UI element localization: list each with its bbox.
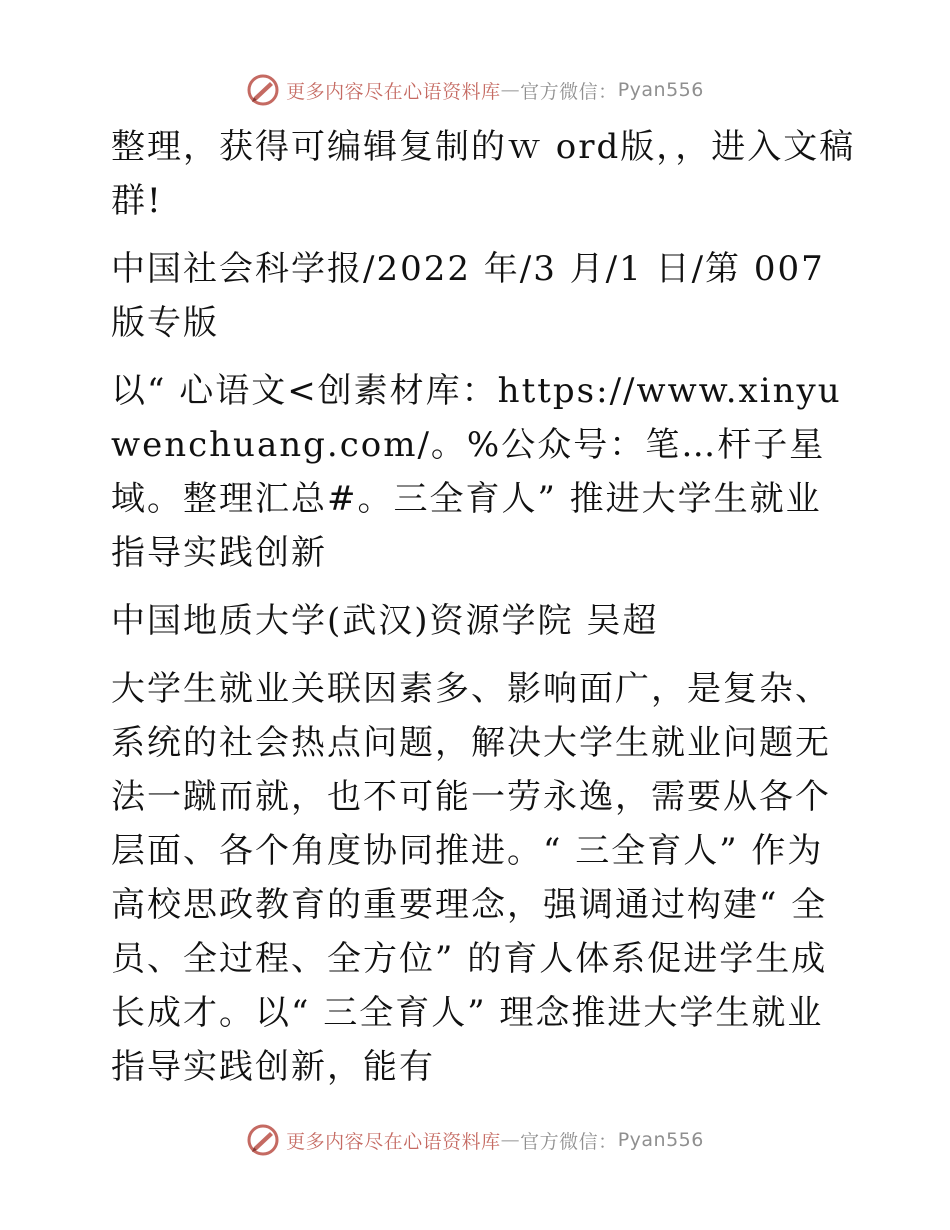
paragraph-title: 以“ 心语文<创素材库：https://www.xinyuwenchuang.com/。%公众号：笔…杆子星域。整理汇总#。三全育人” 推进大学生就业指导实践创新 bbox=[111, 371, 842, 573]
header-watermark bbox=[0, 70, 950, 110]
watermark-wechat-label: 官方微信： bbox=[520, 1130, 618, 1153]
pen-logo-icon bbox=[246, 73, 280, 107]
watermark-wechat-id: Pyan556 bbox=[617, 1129, 704, 1151]
watermark-wechat-label: 官方微信： bbox=[520, 80, 618, 103]
paragraph-source: 中国社会科学报/2022 年/3 月/1 日/第 007 版专版 bbox=[111, 249, 825, 343]
paragraph-body: 大学生就业关联因素多、影响面广，是复杂、系统的社会热点问题，解决大学生就业问题无法一蹴而就，也不可能一劳永逸，需要从各个层面、各个角度协同推进。“ 三全育人” 作为高校思政教育的重要理念，强调通过构建“ 全员、全过程、全方位” 的育人体系促进学生成长成才。以“ 三全育人” 理念推进大学生就业指导实践创新，能有 bbox=[111, 669, 831, 1087]
pen-logo-icon bbox=[246, 1123, 280, 1157]
watermark-wechat-id: Pyan556 bbox=[617, 79, 704, 101]
paragraph-author: 中国地质大学(武汉)资源学院 吴超 bbox=[111, 601, 659, 641]
watermark-separator: — bbox=[500, 1129, 521, 1151]
paragraph-intro: 整理，获得可编辑复制的ｗ ord版，，进入文稿群! bbox=[111, 127, 856, 221]
watermark-site-text: 更多内容尽在心语资料库 bbox=[286, 1130, 501, 1153]
watermark-separator: — bbox=[500, 79, 521, 101]
footer-watermark bbox=[0, 1120, 950, 1160]
watermark-site-text: 更多内容尽在心语资料库 bbox=[286, 80, 501, 103]
document-body bbox=[97, 120, 857, 1108]
